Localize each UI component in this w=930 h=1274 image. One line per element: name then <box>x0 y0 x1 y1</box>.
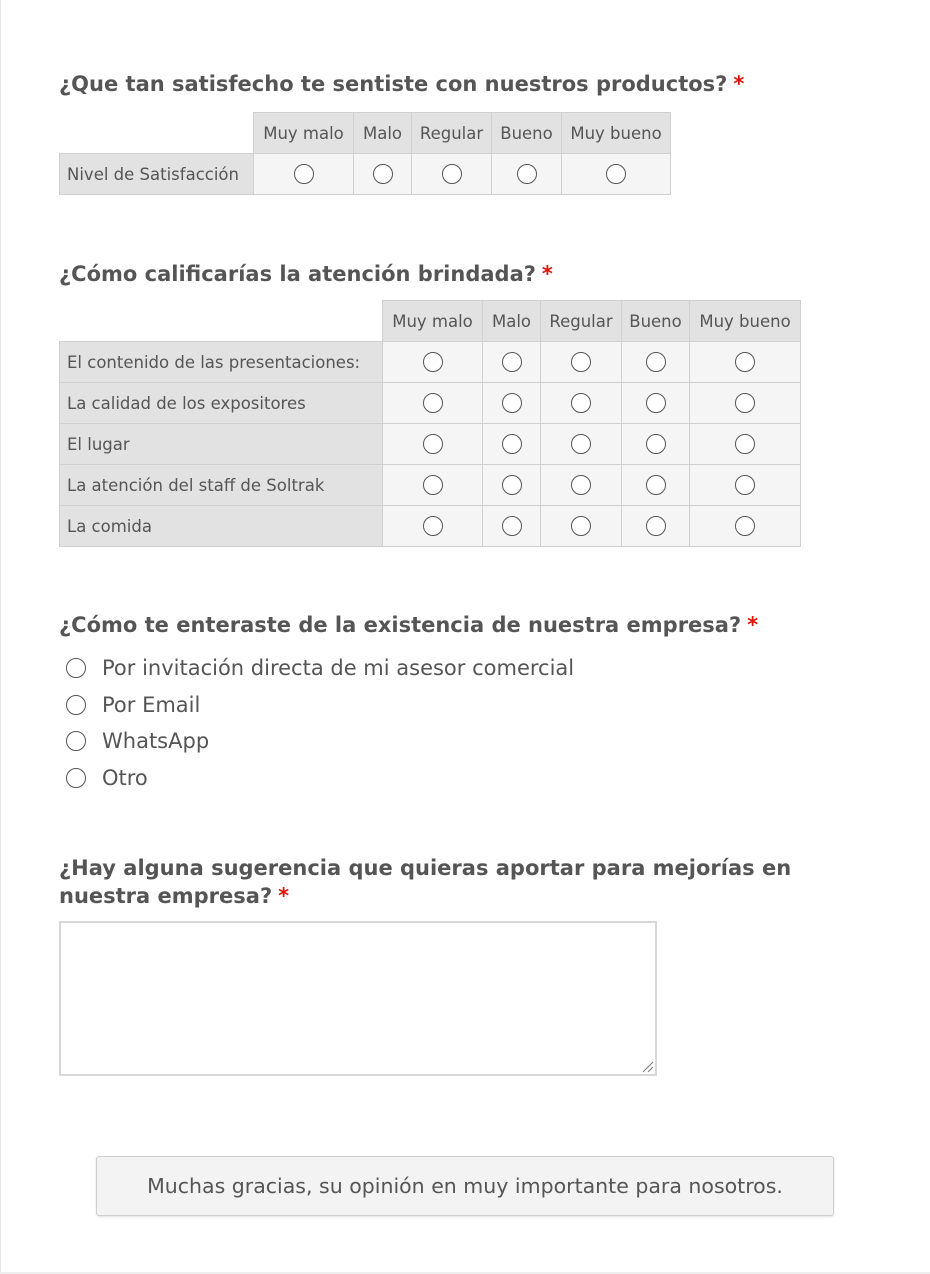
radio-button[interactable] <box>517 164 537 184</box>
question-text: ¿Cómo calificarías la atención brindada? <box>59 262 536 286</box>
matrix-row <box>60 342 801 383</box>
radio-button[interactable] <box>423 516 443 536</box>
matrix-cell <box>541 465 622 506</box>
radio-button[interactable] <box>423 352 443 372</box>
question-title-attention <box>59 260 553 288</box>
option-invitacion[interactable] <box>66 650 574 687</box>
radio-button[interactable] <box>66 695 86 715</box>
radio-button[interactable] <box>571 434 591 454</box>
submit-button[interactable]: Muchas gracias, su opinión en muy importante para nosotros. <box>96 1156 834 1216</box>
column-header-malo: Malo <box>483 301 541 342</box>
radio-button[interactable] <box>571 393 591 413</box>
option-whatsapp[interactable] <box>66 723 574 760</box>
matrix-cell <box>483 506 541 547</box>
matrix-cell <box>383 506 483 547</box>
option-label: Por invitación directa de mi asesor comercial <box>102 656 575 681</box>
matrix-cell <box>562 154 671 195</box>
matrix-row <box>60 465 801 506</box>
required-asterisk: * <box>747 613 759 637</box>
question-title-satisfaction <box>59 70 744 98</box>
column-header-muy-malo: Muy malo <box>254 113 354 154</box>
option-email[interactable] <box>66 687 574 724</box>
matrix-cell <box>690 424 801 465</box>
column-header-bueno: Bueno <box>492 113 562 154</box>
matrix-row <box>60 154 671 195</box>
question-text-line1: ¿Hay alguna sugerencia que quieras aportar para mejorías en <box>59 856 792 880</box>
matrix-cell <box>690 383 801 424</box>
matrix-cell <box>541 506 622 547</box>
radio-button[interactable] <box>502 393 522 413</box>
matrix-corner <box>60 301 383 342</box>
radio-button[interactable] <box>66 768 86 788</box>
matrix-cell <box>622 342 690 383</box>
question-text: ¿Que tan satisfecho te sentiste con nuestros productos? <box>59 72 728 96</box>
column-header-muy-bueno: Muy bueno <box>562 113 671 154</box>
matrix-cell <box>622 465 690 506</box>
column-header-malo: Malo <box>354 113 412 154</box>
column-header-regular: Regular <box>412 113 492 154</box>
row-label-expositores: La calidad de los expositores <box>60 383 383 424</box>
matrix-cell <box>383 465 483 506</box>
radio-button[interactable] <box>66 731 86 751</box>
matrix-row <box>60 424 801 465</box>
matrix-cell <box>483 424 541 465</box>
radio-button[interactable] <box>571 352 591 372</box>
matrix-cell <box>492 154 562 195</box>
matrix-cell <box>483 465 541 506</box>
matrix-cell <box>483 383 541 424</box>
radio-button[interactable] <box>502 516 522 536</box>
matrix-cell <box>483 342 541 383</box>
question-title-discovery <box>59 611 758 639</box>
option-otro[interactable] <box>66 760 574 797</box>
row-label-comida: La comida <box>60 506 383 547</box>
matrix-cell <box>690 465 801 506</box>
radio-button[interactable] <box>735 352 755 372</box>
matrix-row <box>60 383 801 424</box>
required-asterisk: * <box>541 262 553 286</box>
radio-button[interactable] <box>423 475 443 495</box>
matrix-cell <box>622 506 690 547</box>
radio-button[interactable] <box>646 352 666 372</box>
matrix-cell <box>354 154 412 195</box>
option-label: Por Email <box>102 692 201 717</box>
radio-button[interactable] <box>606 164 626 184</box>
matrix-cell <box>622 424 690 465</box>
matrix-cell <box>383 342 483 383</box>
radio-button[interactable] <box>735 434 755 454</box>
matrix-cell <box>254 154 354 195</box>
matrix-row <box>60 506 801 547</box>
matrix-cell <box>541 383 622 424</box>
matrix-cell <box>412 154 492 195</box>
radio-button[interactable] <box>373 164 393 184</box>
radio-button[interactable] <box>442 164 462 184</box>
question-title-suggestion <box>59 854 791 910</box>
column-header-bueno: Bueno <box>622 301 690 342</box>
radio-button[interactable] <box>66 658 86 678</box>
column-header-muy-bueno: Muy bueno <box>690 301 801 342</box>
discovery-options <box>66 650 574 796</box>
resize-grip-icon[interactable] <box>641 1060 654 1073</box>
matrix-cell <box>383 383 483 424</box>
radio-button[interactable] <box>646 393 666 413</box>
radio-button[interactable] <box>502 352 522 372</box>
matrix-cell <box>541 342 622 383</box>
matrix-cell <box>383 424 483 465</box>
question-text-line2: nuestra empresa? <box>59 884 273 908</box>
column-header-muy-malo: Muy malo <box>383 301 483 342</box>
radio-button[interactable] <box>735 516 755 536</box>
radio-button[interactable] <box>646 434 666 454</box>
page-edge <box>0 0 1 1274</box>
matrix-corner <box>60 113 254 154</box>
radio-button[interactable] <box>571 516 591 536</box>
suggestion-textarea[interactable] <box>59 921 657 1076</box>
satisfaction-matrix <box>59 112 671 195</box>
column-header-regular: Regular <box>541 301 622 342</box>
radio-button[interactable] <box>646 475 666 495</box>
radio-button[interactable] <box>423 434 443 454</box>
matrix-cell <box>690 342 801 383</box>
matrix-cell <box>541 424 622 465</box>
matrix-cell <box>622 383 690 424</box>
radio-button[interactable] <box>294 164 314 184</box>
row-label-nivel-de-satisfaccion: Nivel de Satisfacción <box>60 154 254 195</box>
radio-button[interactable] <box>423 393 443 413</box>
radio-button[interactable] <box>502 475 522 495</box>
radio-button[interactable] <box>735 475 755 495</box>
required-asterisk: * <box>278 884 290 908</box>
radio-button[interactable] <box>646 516 666 536</box>
radio-button[interactable] <box>735 393 755 413</box>
row-label-lugar: El lugar <box>60 424 383 465</box>
question-text: ¿Cómo te enteraste de la existencia de nuestra empresa? <box>59 613 742 637</box>
row-label-staff: La atención del staff de Soltrak <box>60 465 383 506</box>
radio-button[interactable] <box>571 475 591 495</box>
required-asterisk: * <box>733 72 745 96</box>
row-label-contenido: El contenido de las presentaciones: <box>60 342 383 383</box>
option-label: WhatsApp <box>102 729 210 754</box>
radio-button[interactable] <box>502 434 522 454</box>
attention-matrix <box>59 300 801 547</box>
option-label: Otro <box>102 765 148 790</box>
matrix-cell <box>690 506 801 547</box>
